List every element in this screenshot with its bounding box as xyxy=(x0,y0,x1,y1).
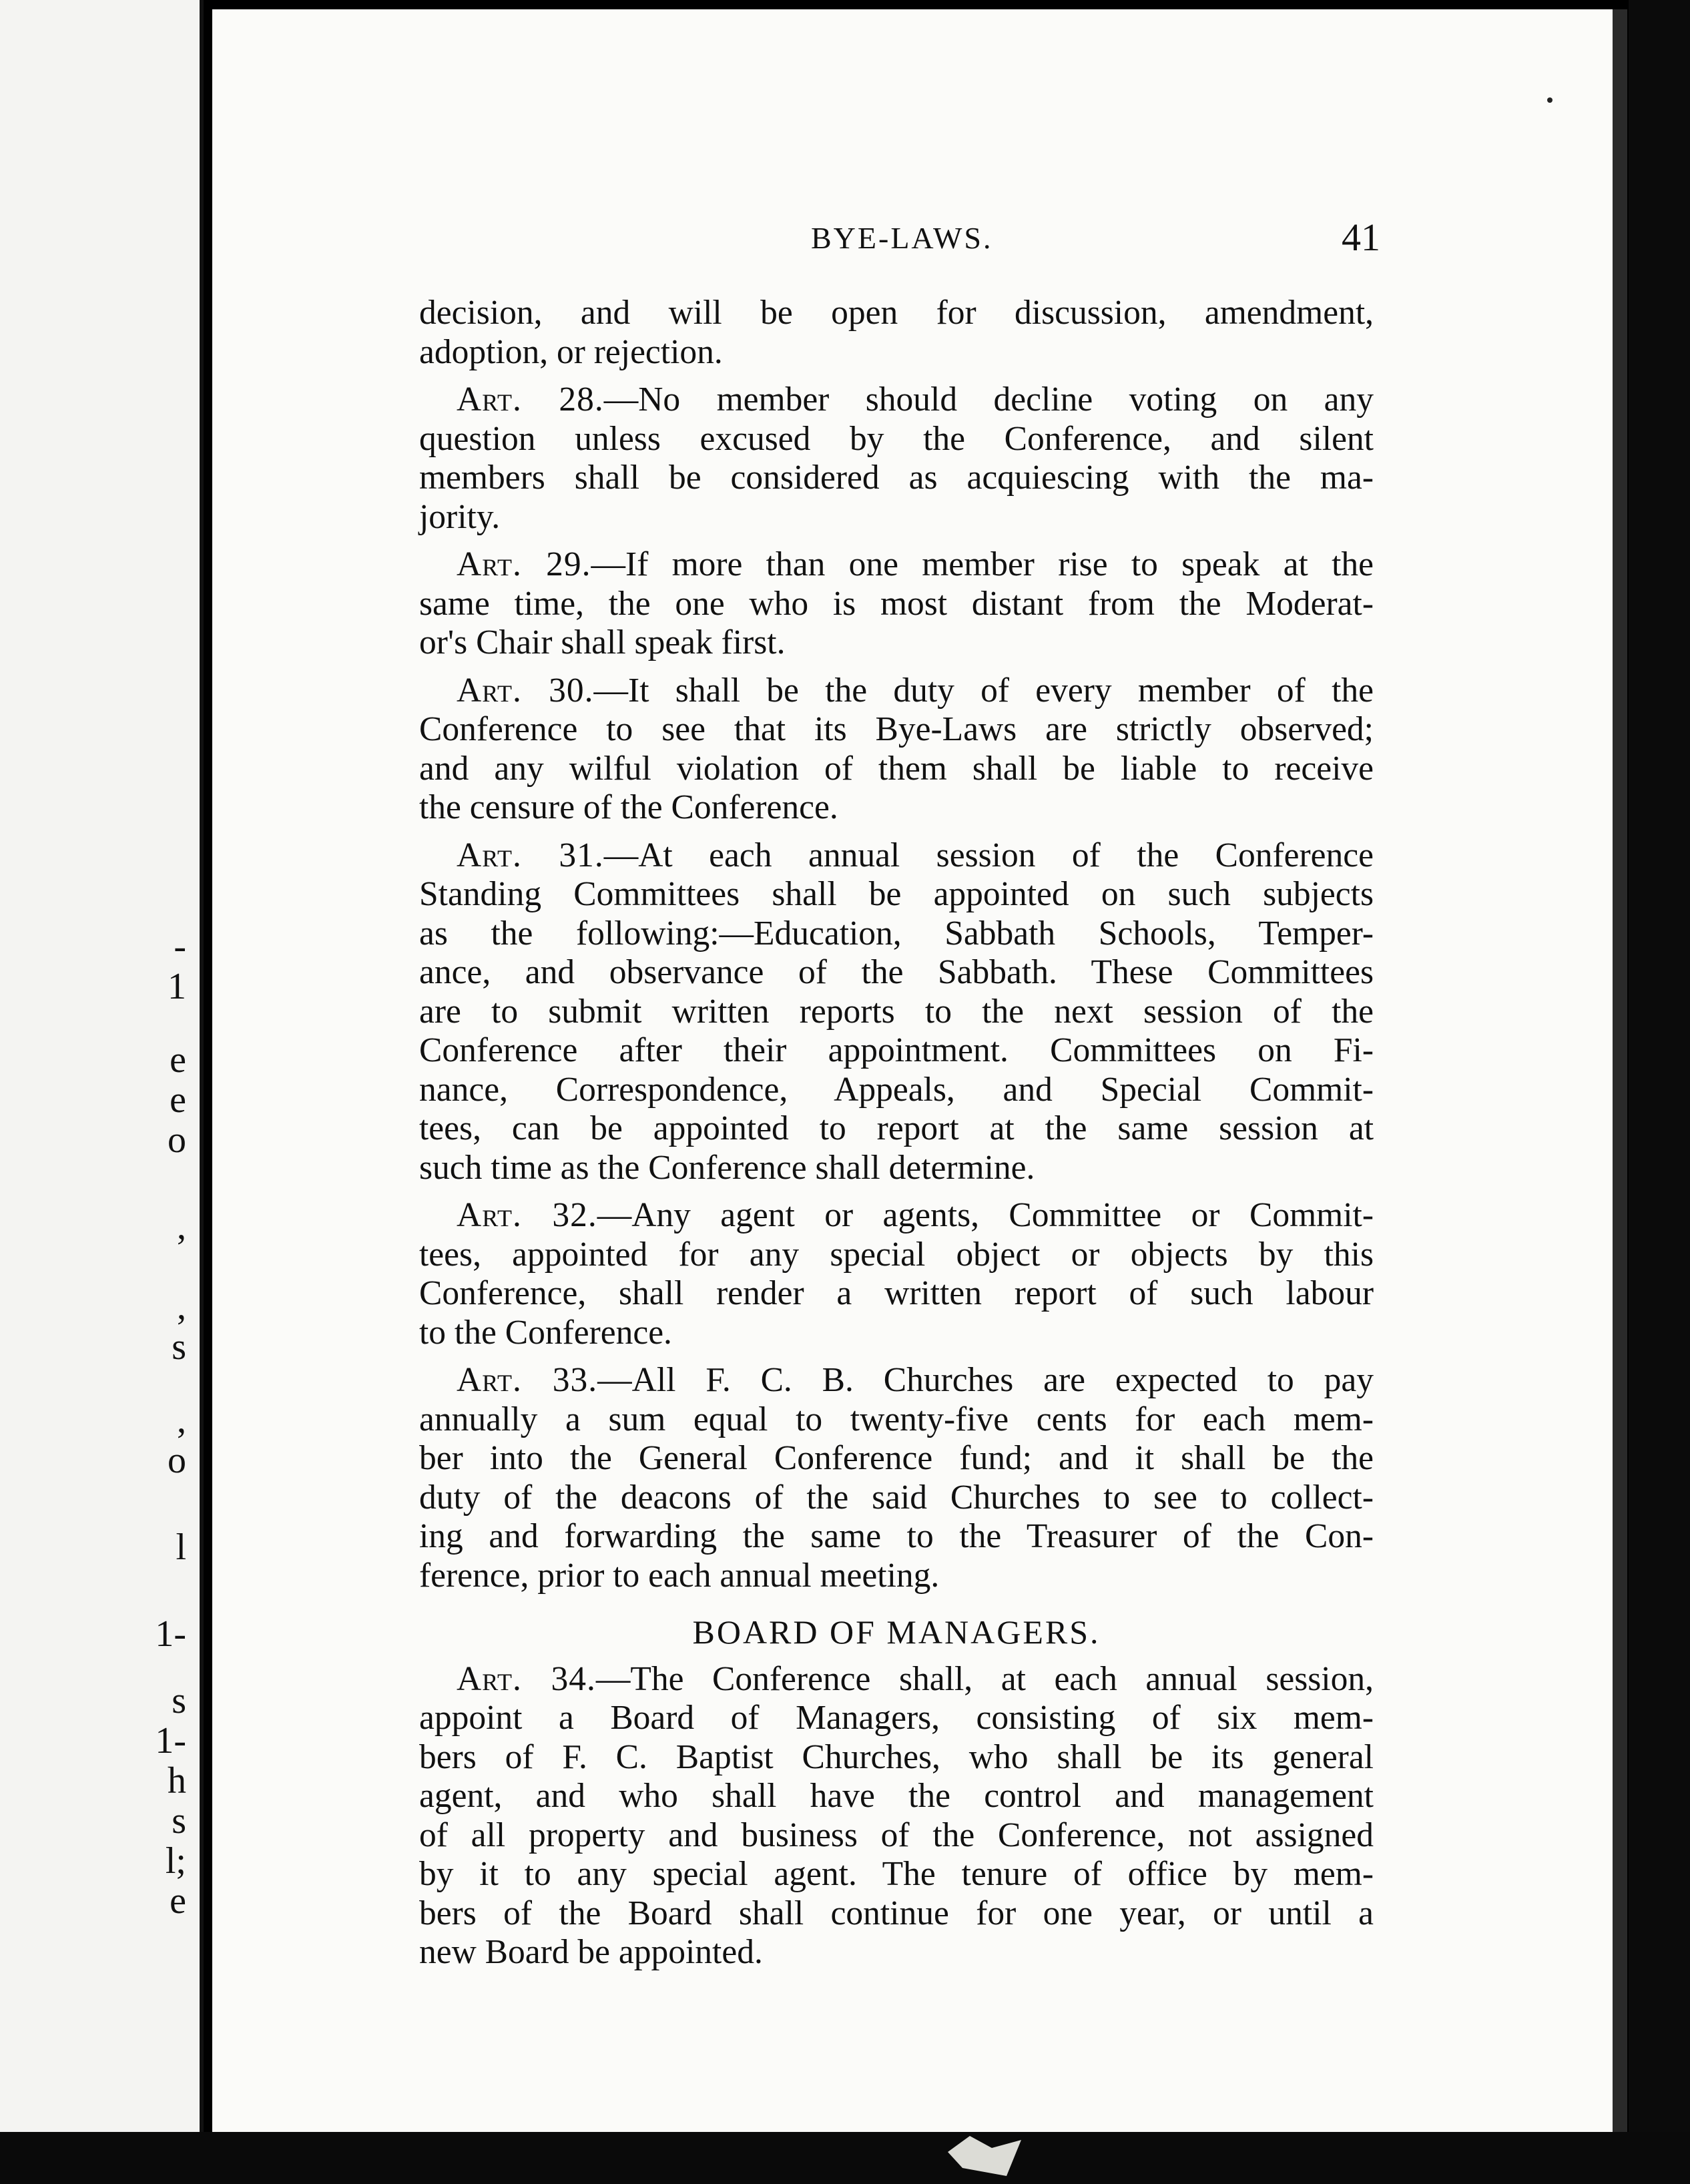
text-line xyxy=(419,1109,1374,1149)
line-text: new Board be appointed. xyxy=(419,1933,763,1971)
line-text: such time as the Conference shall determine. xyxy=(419,1148,1035,1187)
text-line xyxy=(419,1236,1374,1275)
text-line xyxy=(419,1274,1374,1314)
section-heading: BOARD OF MANAGERS. xyxy=(692,1613,1101,1651)
line-text: adoption, or rejection. xyxy=(419,332,723,371)
line-text: —At each annual session of the Conference xyxy=(603,836,1374,874)
text-line xyxy=(419,1660,1374,1699)
article-label: Art. 34. xyxy=(457,1659,596,1698)
facing-page-fragment: , xyxy=(177,1206,186,1248)
facing-page-fragment: o xyxy=(168,1119,186,1161)
line-text: —If more than one member rise to speak at the xyxy=(591,545,1374,583)
text-line xyxy=(419,1699,1374,1738)
line-text: ance, and observance of the Sabbath. These Committees xyxy=(419,953,1374,991)
text-line xyxy=(419,1031,1374,1071)
text-line xyxy=(419,836,1374,876)
text-line xyxy=(419,420,1374,459)
article-label: Art. 31. xyxy=(457,836,604,874)
text-line xyxy=(419,914,1374,954)
text-line xyxy=(419,1314,1374,1353)
line-text: as the following:—Education, Sabbath Schools, Temper- xyxy=(419,914,1374,952)
facing-page-fragment: h xyxy=(168,1760,186,1802)
line-text: same time, the one who is most distant from the Moderat- xyxy=(419,584,1374,623)
line-text: decision, and will be open for discussion, amendment, xyxy=(419,294,1374,332)
running-head: BYE-LAWS. xyxy=(811,221,993,255)
continuation-paragraph xyxy=(419,294,1374,372)
text-line xyxy=(419,710,1374,750)
text-line xyxy=(419,545,1374,585)
facing-page-fragment: l; xyxy=(165,1840,186,1882)
line-text: —The Conference shall, at each annual session, xyxy=(595,1659,1374,1698)
line-text: ference, prior to each annual meeting. xyxy=(419,1556,940,1595)
text-line xyxy=(419,623,1374,663)
text-line xyxy=(419,1777,1374,1816)
text-line xyxy=(419,1738,1374,1778)
facing-page-fragment: 1 xyxy=(168,966,186,1007)
text-line xyxy=(419,1816,1374,1856)
article-label: Art. 33. xyxy=(457,1361,598,1399)
line-text: agent, and who shall have the control and management xyxy=(419,1777,1374,1815)
line-text: —All F. C. B. Churches are expected to pay xyxy=(597,1361,1374,1399)
article-paragraph xyxy=(419,1196,1374,1352)
line-text: the censure of the Conference. xyxy=(419,788,838,826)
line-text: and any wilful violation of them shall be liable to receive xyxy=(419,749,1374,788)
scan-bottom-border xyxy=(0,2132,1690,2184)
line-text: bers of F. C. Baptist Churches, who shall be its general xyxy=(419,1737,1374,1776)
article-paragraph xyxy=(419,545,1374,663)
article-paragraph xyxy=(419,1361,1374,1595)
article-label: Art. 29. xyxy=(457,545,591,583)
facing-page-fragment: , xyxy=(177,1286,186,1328)
line-text: ber into the General Conference fund; and it shall be the xyxy=(419,1439,1374,1477)
text-line xyxy=(419,993,1374,1032)
article-paragraph xyxy=(419,671,1374,828)
facing-page-fragment: e xyxy=(170,1039,186,1081)
line-text: ing and forwarding the same to the Treasurer of the Con- xyxy=(419,1517,1374,1555)
article-label: Art. 30. xyxy=(457,671,594,710)
text-line xyxy=(419,875,1374,914)
text-line xyxy=(419,294,1374,333)
body-text xyxy=(419,294,1374,1972)
facing-page-fragment: s xyxy=(172,1680,186,1721)
line-text: or's Chair shall speak first. xyxy=(419,623,786,661)
line-text: tees, can be appointed to report at the same session at xyxy=(419,1109,1374,1147)
text-line xyxy=(419,1517,1374,1557)
line-text: Conference after their appointment. Committees on Fi- xyxy=(419,1031,1374,1069)
text-line xyxy=(419,1071,1374,1110)
article-paragraph xyxy=(419,836,1374,1188)
text-line xyxy=(419,1557,1374,1596)
line-text: by it to any special agent. The tenure of office by mem- xyxy=(419,1855,1374,1893)
text-line xyxy=(419,498,1374,537)
text-line xyxy=(419,1196,1374,1236)
line-text: duty of the deacons of the said Churches to see to collect- xyxy=(419,1478,1374,1517)
facing-page-fragment: e xyxy=(170,1880,186,1922)
page-number: 41 xyxy=(1342,216,1380,259)
line-text: nance, Correspondence, Appeals, and Special Commit- xyxy=(419,1070,1374,1109)
text-line xyxy=(419,1855,1374,1894)
line-text: —Any agent or agents, Committee or Commit- xyxy=(597,1196,1374,1234)
previous-page-edge xyxy=(0,0,204,2184)
line-text: question unless excused by the Conference, and silent xyxy=(419,419,1374,458)
line-text: Conference, shall render a written report of such labour xyxy=(419,1274,1374,1312)
facing-page-fragment: o xyxy=(168,1440,186,1481)
article-paragraph xyxy=(419,380,1374,537)
text-line xyxy=(419,1933,1374,1972)
line-text: are to submit written reports to the next session of the xyxy=(419,992,1374,1031)
facing-page-fragment: s xyxy=(172,1800,186,1842)
line-text: annually a sum equal to twenty-five cents for each mem- xyxy=(419,1400,1374,1438)
text-line xyxy=(419,1894,1374,1934)
text-line xyxy=(419,459,1374,498)
text-line xyxy=(419,750,1374,789)
line-text: —It shall be the duty of every member of the xyxy=(593,671,1374,710)
article-label: Art. 32. xyxy=(457,1196,597,1234)
line-text: to the Conference. xyxy=(419,1313,672,1352)
line-text: tees, appointed for any special object or objects by this xyxy=(419,1235,1374,1274)
line-text: jority. xyxy=(419,497,501,536)
ink-speck xyxy=(1547,97,1553,103)
line-text: Conference to see that its Bye-Laws are strictly observed; xyxy=(419,710,1374,748)
text-line xyxy=(419,1149,1374,1188)
facing-page-fragment: 1- xyxy=(155,1613,186,1655)
line-text: Standing Committees shall be appointed on such subjects xyxy=(419,875,1374,913)
facing-page-fragment: 1- xyxy=(155,1720,186,1761)
text-line xyxy=(419,671,1374,711)
facing-page-fragment: e xyxy=(170,1079,186,1121)
facing-page-fragment: s xyxy=(172,1326,186,1368)
line-text: —No member should decline voting on any xyxy=(603,380,1374,419)
article-label: Art. 28. xyxy=(457,380,604,419)
facing-page-fragment: l xyxy=(176,1527,186,1568)
facing-page-fragment: , xyxy=(177,1400,186,1441)
line-text: bers of the Board shall continue for one year, or until a xyxy=(419,1894,1374,1932)
text-line xyxy=(419,1478,1374,1518)
text-line xyxy=(419,1439,1374,1478)
article-paragraph xyxy=(419,1660,1374,1972)
line-text: members shall be considered as acquiescing with the ma- xyxy=(419,459,1374,497)
text-line xyxy=(419,953,1374,993)
text-line xyxy=(419,1361,1374,1400)
page-binding-edge xyxy=(1629,0,1690,2184)
text-line xyxy=(419,380,1374,420)
facing-page-fragment: - xyxy=(174,926,186,967)
line-text: appoint a Board of Managers, consisting of six mem- xyxy=(419,1699,1374,1737)
text-line xyxy=(419,585,1374,624)
text-line xyxy=(419,1400,1374,1440)
text-line xyxy=(419,333,1374,372)
text-line xyxy=(419,788,1374,828)
line-text: of all property and business of the Conference, not assigned xyxy=(419,1816,1374,1854)
